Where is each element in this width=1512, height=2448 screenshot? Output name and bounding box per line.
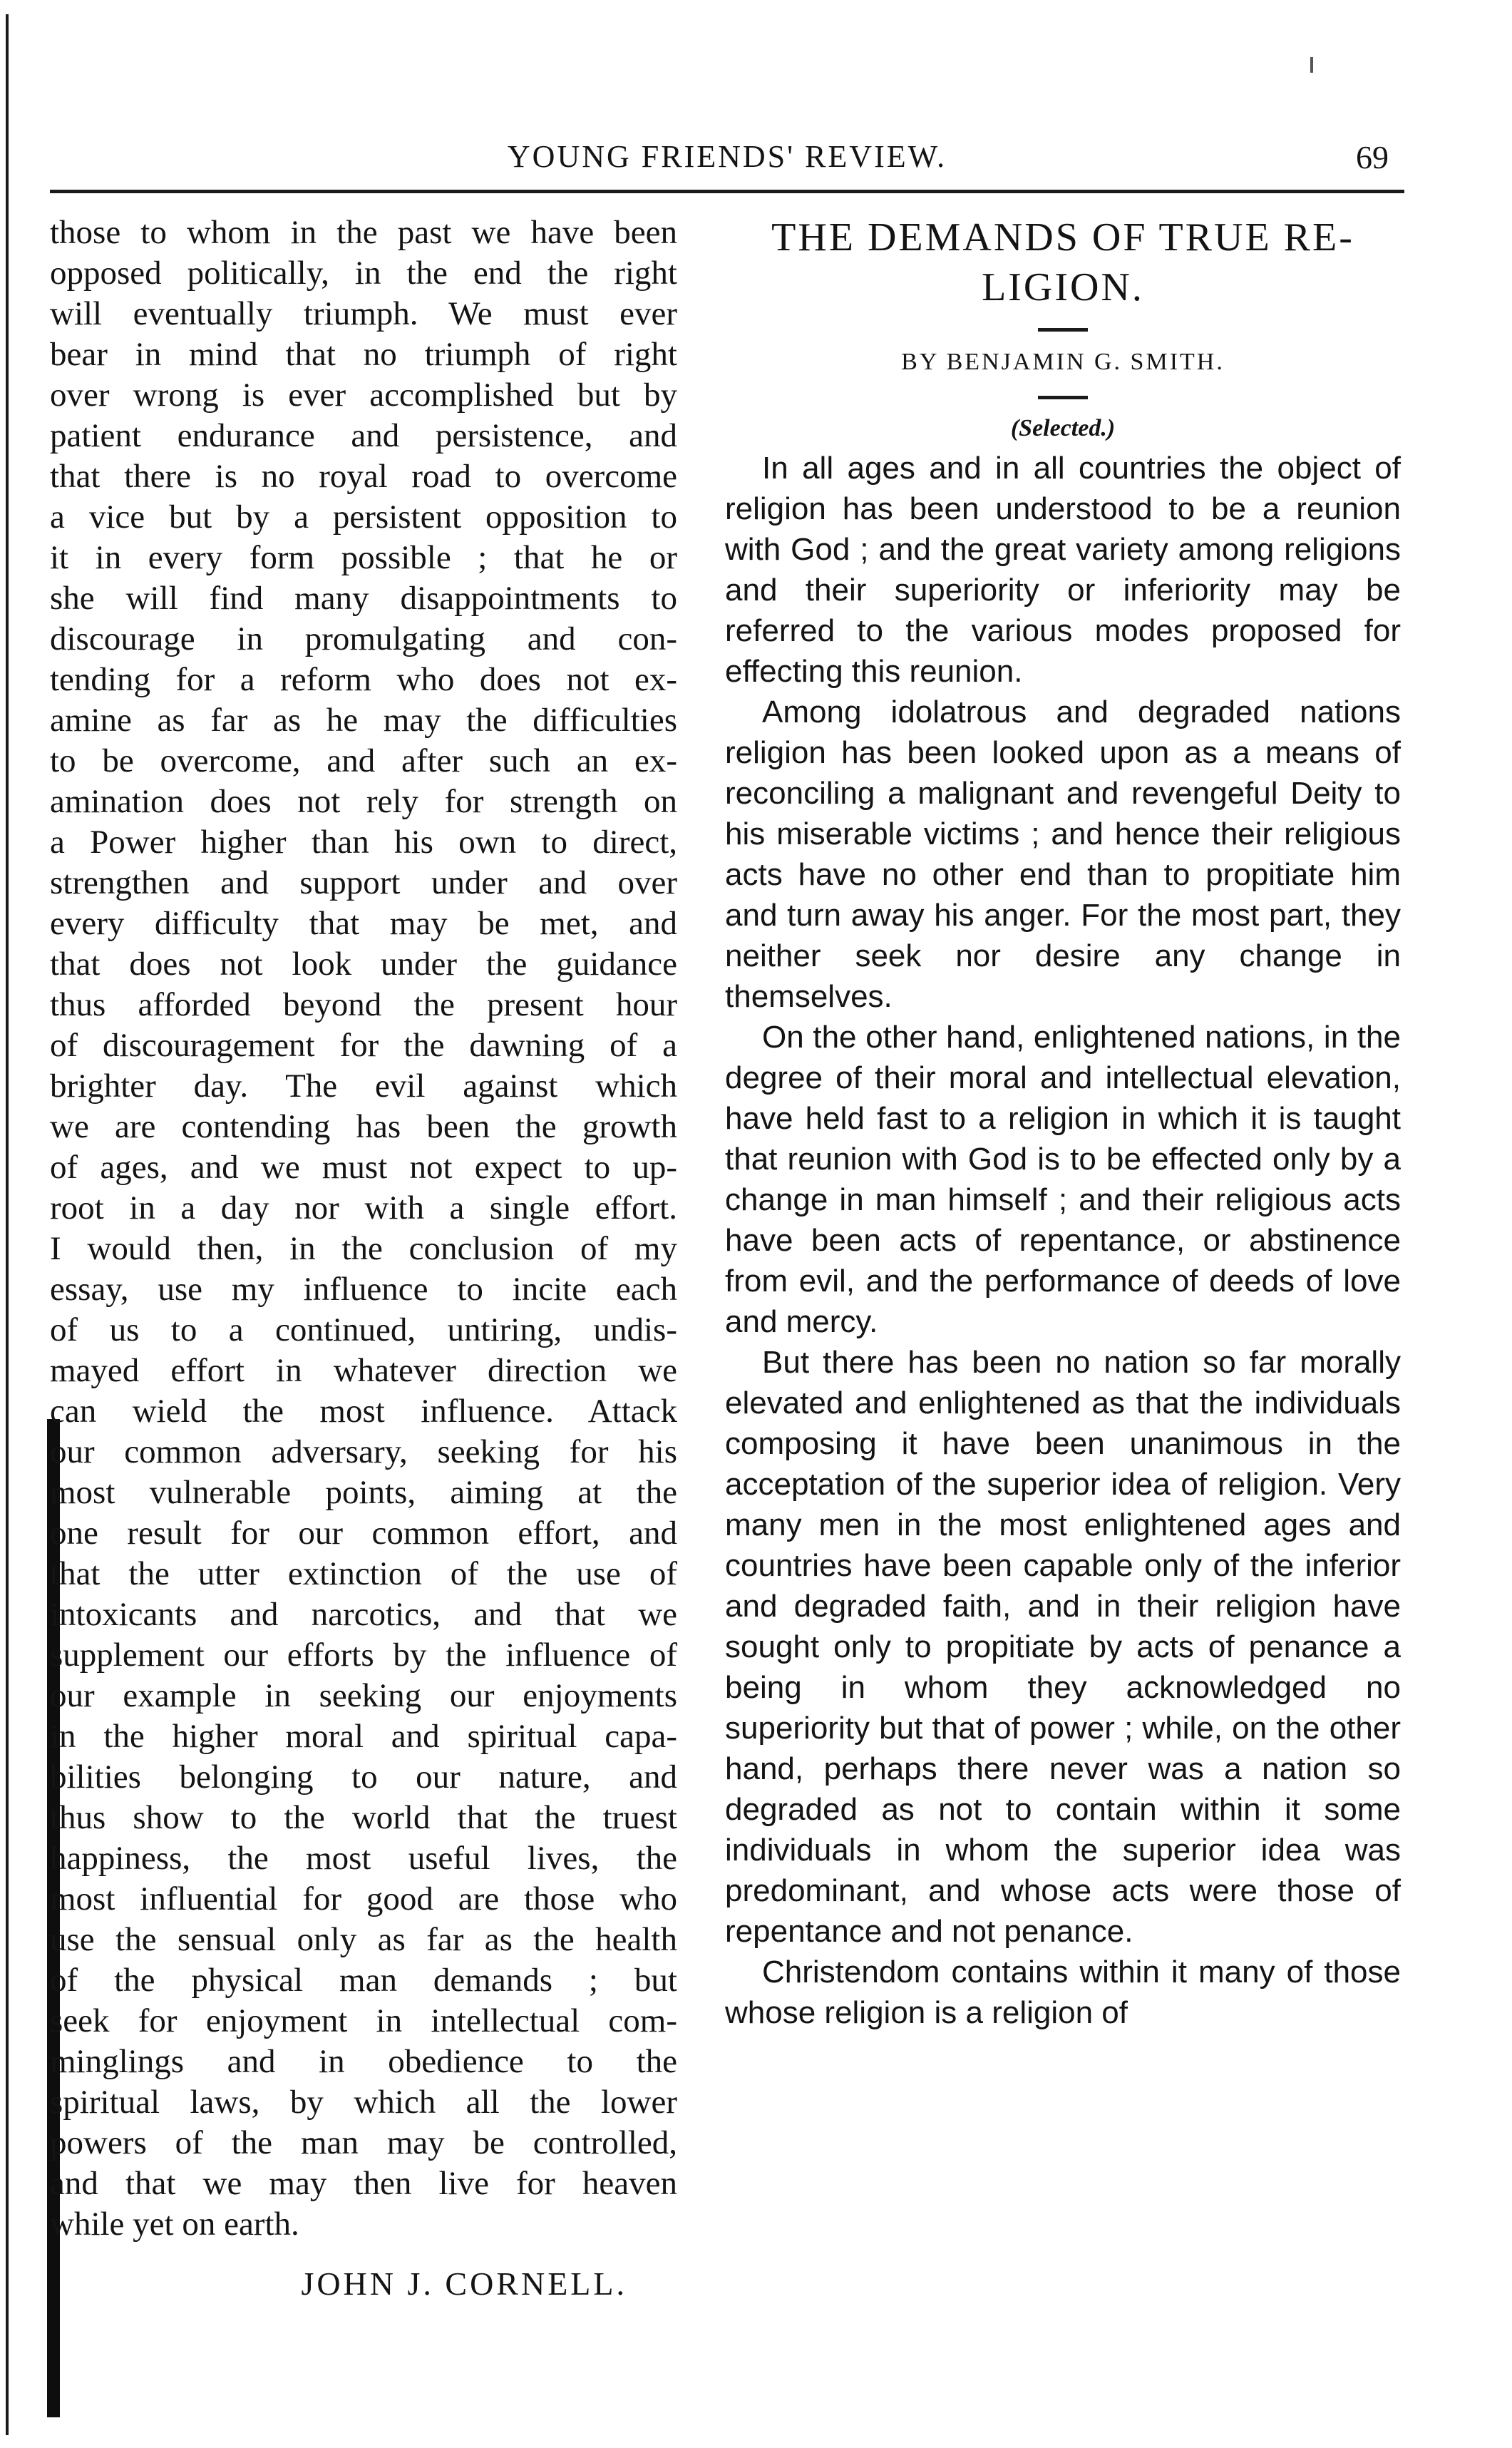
text-line: bilities belonging to our nature, and <box>50 1758 677 1796</box>
author-signature: JOHN J. CORNELL. <box>301 2265 627 2302</box>
running-header <box>50 135 1404 185</box>
article-paragraph: On the other hand, enlightened nations, in the degree of their moral and intellectual elevation, have held fast to a religion in which it is taught that reunion with God is to be effected only by a change in man himself ; and their religious acts have been acts of repentance, or abstinence from evil, and the performance of deeds of love and mercy. <box>725 1020 1401 1339</box>
text-line: that there is no royal road to overcome <box>50 458 677 495</box>
text-line: root in a day nor with a single effort. <box>50 1189 677 1226</box>
text-line: while yet on earth. <box>50 2206 299 2243</box>
text-line: essay, use my influence to incite each <box>50 1271 677 1308</box>
text-line: will eventually triumph. We must ever <box>50 295 677 332</box>
right-column <box>725 212 1401 2033</box>
text-line: our common adversary, seeking for his <box>50 1433 677 1470</box>
article-paragraph: Christendom contains within it many of those whose religion is a religion of <box>725 1955 1401 2030</box>
text-line: can wield the most influence. Attack <box>50 1393 677 1430</box>
text-line: minglings and in obedience to the <box>50 2043 677 2080</box>
text-line: that does not look under the guidance <box>50 946 677 983</box>
text-line: happiness, the most useful lives, the <box>50 1840 677 1877</box>
article-paragraph: In all ages and in all countries the object of religion has been understood to be a reunion with God ; and the great variety among religions and their superiority or inferiority may be referred to the various modes proposed for effecting this reunion. <box>725 451 1401 689</box>
text-line: supplement our efforts by the influence of <box>50 1637 677 1674</box>
text-line: in the higher moral and spiritual capa- <box>50 1718 677 1755</box>
scan-speck <box>1310 57 1313 73</box>
article-paragraph: Among idolatrous and degraded nations religion has been looked upon as a means of reconciling a malignant and revengeful Deity to his miserable victims ; and hence their religious acts have no other end than to propitiate him and turn away his anger. For the most part, they neither seek nor desire any change in themselves. <box>725 695 1401 1014</box>
text-line: over wrong is ever accomplished but by <box>50 377 677 414</box>
text-line: one result for our common effort, and <box>50 1515 677 1552</box>
text-line: patient endurance and persistence, and <box>50 417 677 454</box>
text-line: it in every form possible ; that he or <box>50 539 677 576</box>
text-line: use the sensual only as far as the health <box>50 1921 677 1958</box>
text-line: amination does not rely for strength on <box>50 783 677 820</box>
essay-conclusion <box>50 212 677 2245</box>
text-line: a Power higher than his own to direct, <box>50 824 677 861</box>
text-line: we are contending has been the growth <box>50 1108 677 1145</box>
text-line: of us to a continued, untiring, undis- <box>50 1311 677 1348</box>
text-line: amine as far as he may the difficulties <box>50 702 677 739</box>
text-line: that the utter extinction of the use of <box>50 1555 677 1592</box>
text-line: thus show to the world that the truest <box>50 1799 677 1836</box>
article-byline: BY BENJAMIN G. SMITH. <box>901 349 1225 375</box>
header-rule <box>50 190 1404 193</box>
text-line: she will find many disappointments to <box>50 580 677 617</box>
text-line: mayed effort in whatever direction we <box>50 1352 677 1389</box>
text-line: tending for a reform who does not ex- <box>50 661 677 698</box>
text-line: most vulnerable points, aiming at the <box>50 1474 677 1511</box>
text-line: of the physical man demands ; but <box>50 1962 677 1999</box>
text-line: of ages, and we must not expect to up- <box>50 1149 677 1186</box>
running-title: YOUNG FRIENDS' REVIEW. <box>507 139 947 174</box>
text-line: brighter day. The evil against which <box>50 1067 677 1105</box>
page-number: 69 <box>1356 139 1389 175</box>
text-line: most influential for good are those who <box>50 1880 677 1917</box>
text-line: spiritual laws, by which all the lower <box>50 2084 677 2121</box>
text-line: to be overcome, and after such an ex- <box>50 742 677 779</box>
text-line: I would then, in the conclusion of my <box>50 1230 677 1267</box>
text-line: discourage in promulgating and con- <box>50 620 677 657</box>
text-line: strengthen and support under and over <box>50 864 677 901</box>
text-line: every difficulty that may be met, and <box>50 905 677 942</box>
left-column <box>50 212 677 2304</box>
page-binding-edge <box>6 14 9 2435</box>
text-line: bear in mind that no triumph of right <box>50 336 677 373</box>
text-line: a vice but by a persistent opposition to <box>50 498 677 536</box>
text-line: powers of the man may be controlled, <box>50 2124 677 2161</box>
byline-rule <box>1038 396 1088 399</box>
text-line: thus afforded beyond the present hour <box>50 986 677 1023</box>
text-line: of discouragement for the dawning of a <box>50 1027 677 1064</box>
text-line: seek for enjoyment in intellectual com- <box>50 2002 677 2039</box>
text-line: and that we may then live for heaven <box>50 2165 677 2202</box>
text-line: opposed politically, in the end the right <box>50 255 677 292</box>
text-line: those to whom in the past we have been <box>50 214 677 251</box>
selected-note: (Selected.) <box>1010 415 1116 441</box>
article-title: THE DEMANDS OF TRUE RE-LIGION. <box>771 215 1354 309</box>
text-line: our example in seeking our enjoyments <box>50 1677 677 1714</box>
title-rule <box>1038 328 1088 332</box>
article-paragraph: But there has been no nation so far morally elevated and enlightened as that the individuals composing it have been unanimous in the acceptation of the superior idea of religion. Very many men in the most enlightened ages and countries have been capable only of the inferior and degraded faith, and in their religion have sought only to propitiate by acts of penance a being in whom they acknowledged no superiority but that of power ; while, on the other hand, perhaps there never was a nation so degraded as not to contain within it some individuals in whom the superior idea was predominant, and whose acts were those of repentance and not penance. <box>725 1345 1401 1949</box>
text-line: intoxicants and narcotics, and that we <box>50 1596 677 1633</box>
